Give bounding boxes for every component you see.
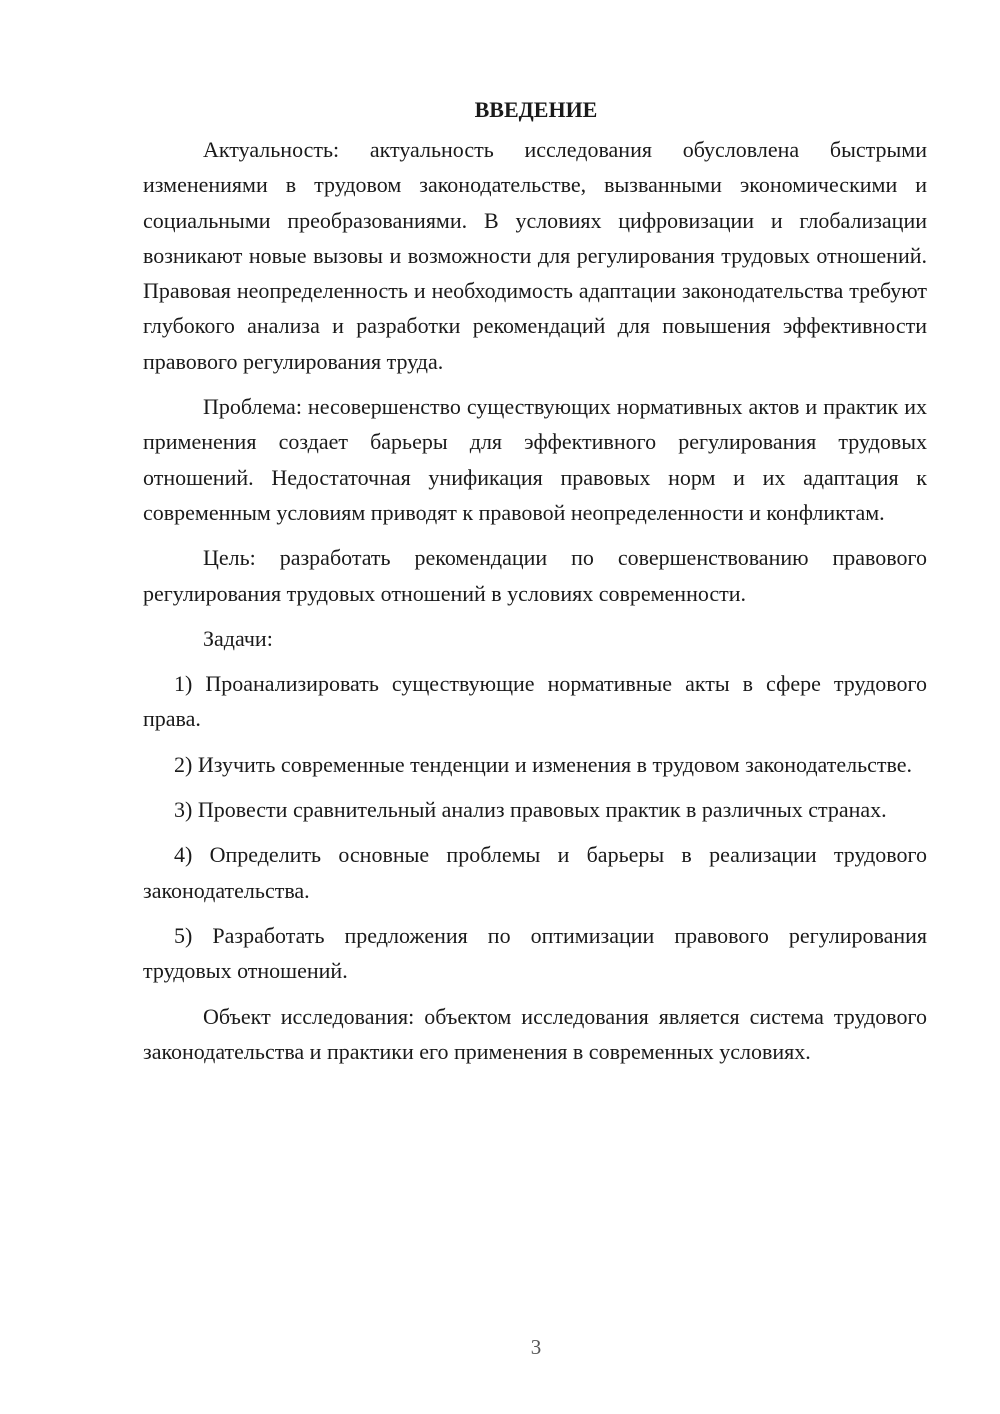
- goal-paragraph: Цель: разработать рекомендации по совершенствованию правового регулирования трудовых отношений в условиях современности.: [143, 545, 927, 606]
- problem-paragraph: Проблема: несовершенство существующих нормативных актов и практик их применения создает барьеры для эффективного регулирования трудовых отношений. Недостаточная унификация правовых норм и их адаптация к современным условиям приводят к правовой неопределенности и конфликтам.: [143, 394, 927, 525]
- task-item-3: 3) Провести сравнительный анализ правовых практик в различных странах.: [174, 797, 887, 823]
- document-page: [143, 92, 927, 1069]
- task-item-1: 1) Проанализировать существующие нормативные акты в сфере трудового права.: [143, 671, 927, 732]
- page-number: 3: [530, 1335, 542, 1359]
- object-paragraph: Объект исследования: объектом исследования является система трудового законодательства и практики его применения в современных условиях.: [143, 1003, 927, 1064]
- task-item-5: 5) Разработать предложения по оптимизации правового регулирования трудовых отношений.: [143, 922, 927, 984]
- task-item-4: 4) Определить основные проблемы и барьеры в реализации трудового законодательства.: [143, 842, 927, 903]
- task-item-2: 2) Изучить современные тенденции и изменения в трудовом законодательстве.: [174, 751, 913, 777]
- page-title: ВВЕДЕНИЕ: [474, 97, 598, 122]
- tasks-heading: Задачи:: [203, 625, 273, 651]
- relevance-paragraph: Актуальность: актуальность исследования обусловлена быстрыми изменениями в трудовом законодательстве, вызванными экономическими и социальными преобразованиями. В условиях цифровизации и глобализации возникают новые вызовы и возможности для регулирования трудовых отношений. Правовая неопределенность и необходимость адаптации законодательства требуют глубокого анализа и разработки рекомендаций для повышения эффективности правового регулирования труда.: [143, 137, 927, 374]
